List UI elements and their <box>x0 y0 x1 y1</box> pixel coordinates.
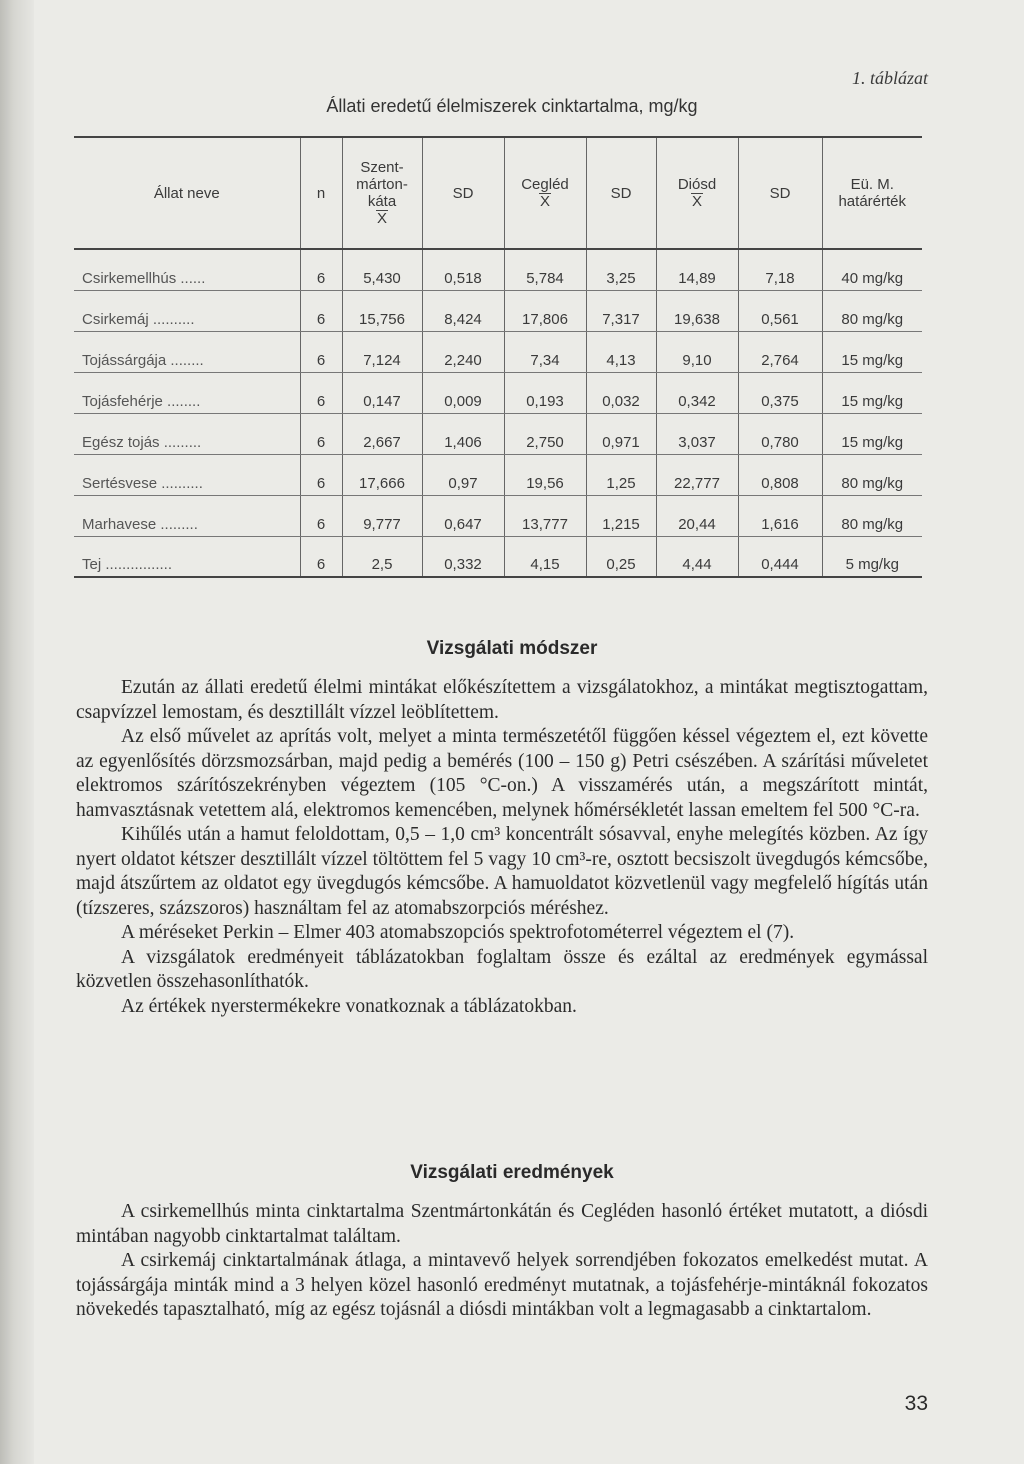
page-number: 33 <box>904 1392 928 1415</box>
cell-limit: 5 mg/kg <box>822 536 922 577</box>
table-row <box>74 290 922 331</box>
cell-limit: 15 mg/kg <box>822 372 922 413</box>
cell-diosd: 0,342 <box>656 372 738 413</box>
cell-sd2: 1,25 <box>586 454 656 495</box>
cell-sd3: 1,616 <box>738 495 822 536</box>
cell-cegled: 7,34 <box>504 331 586 372</box>
cell-cegled: 5,784 <box>504 249 586 290</box>
page-edge-shadow <box>0 0 34 1464</box>
paragraph: A csirkemellhús minta cinktartalma Szentmártonkátán és Cegléden hasonló értéket mutatott, a diósdi mintában nagyobb cinktartalmat találtam. <box>76 1201 928 1247</box>
header-cegled <box>504 137 586 249</box>
method-heading: Vizsgálati módszer <box>426 638 598 659</box>
table-title: Állati eredetű élelmiszerek cinktartalma, mg/kg <box>326 96 698 116</box>
method-body <box>76 676 928 1019</box>
cell-diosd: 14,89 <box>656 249 738 290</box>
header-limit <box>822 137 922 249</box>
paragraph: Az első művelet az aprítás volt, melyet a minta természetétől függően késsel végeztem el, ezt követte az egyenlősítés dörzsmozsárban, majd pedig a bemérés (100 – 150 g) Petri csészében. A szárítási műveletet elektromos szárítószekrényben végeztem (105 °C-on.) A visszamérés után, a megszárított mintát, hamvasztásnak vetettem alá, elektromos kemencében, melynek hőmérsékletét lassan emeltem fel 500 °C-ra. <box>76 726 928 821</box>
cell-sd3: 0,808 <box>738 454 822 495</box>
cell-cegled: 17,806 <box>504 290 586 331</box>
cell-diosd: 9,10 <box>656 331 738 372</box>
cell-name: Marhavese ......... <box>74 495 300 536</box>
cell-name: Sertésvese .......... <box>74 454 300 495</box>
header-sd-1: SD <box>422 137 504 249</box>
header-cegled-mean: X <box>539 193 550 210</box>
header-limit-line2: határérték <box>838 193 907 210</box>
cell-name: Tej ................ <box>74 536 300 577</box>
table-row <box>74 372 922 413</box>
cell-limit: 80 mg/kg <box>822 495 922 536</box>
results-heading: Vizsgálati eredmények <box>410 1162 614 1183</box>
cell-n: 6 <box>300 372 342 413</box>
table-header-row <box>74 137 922 249</box>
cell-sd3: 7,18 <box>738 249 822 290</box>
cell-sd3: 0,561 <box>738 290 822 331</box>
header-szent-line3: káta <box>367 193 397 210</box>
cell-name: Tojásfehérje ........ <box>74 372 300 413</box>
header-cegled-label: Cegléd <box>521 176 569 193</box>
cell-sd3: 0,444 <box>738 536 822 577</box>
cell-limit: 15 mg/kg <box>822 413 922 454</box>
header-sd-2: SD <box>586 137 656 249</box>
cell-sd1: 0,332 <box>422 536 504 577</box>
cell-sd1: 0,518 <box>422 249 504 290</box>
cell-sd3: 0,375 <box>738 372 822 413</box>
header-szent-line2: márton- <box>356 176 408 193</box>
cell-name: Tojássárgája ........ <box>74 331 300 372</box>
cell-n: 6 <box>300 495 342 536</box>
cell-diosd: 22,777 <box>656 454 738 495</box>
paragraph: Kihűlés után a hamut feloldottam, 0,5 – 1,0 cm³ koncentrált sósavval, enyhe melegítés közben. Az így nyert oldatot kétszer desztillált vízzel töltöttem fel 5 vagy 10 cm³-re, osztott becsiszolt üvegdugós kémcsőbe, majd átszűrtem az oldatot egy üvegdugós kémcsőbe. A hamuoldatot közvetlenül vagy megfelelő hígítás után (tízszeres, százszoros) használtam fel az atomabszorpciós méréshez. <box>76 824 928 919</box>
paragraph: Ezután az állati eredetű élelmi mintákat előkészítettem a vizsgálatokhoz, a mintákat megtisztogattam, csapvízzel lemostam, és desztillált vízzel leöblítettem. <box>76 677 928 723</box>
cell-sd1: 1,406 <box>422 413 504 454</box>
cell-cegled: 2,750 <box>504 413 586 454</box>
header-sd-3: SD <box>738 137 822 249</box>
header-szent-line1: Szent- <box>360 159 404 176</box>
cell-szent: 15,756 <box>342 290 422 331</box>
cell-sd2: 1,215 <box>586 495 656 536</box>
zinc-content-table <box>74 136 922 578</box>
cell-n: 6 <box>300 331 342 372</box>
cell-name: Csirkemáj .......... <box>74 290 300 331</box>
cell-sd2: 0,032 <box>586 372 656 413</box>
header-szent-mean: X <box>376 210 387 227</box>
cell-diosd: 19,638 <box>656 290 738 331</box>
table-row <box>74 249 922 290</box>
cell-szent: 2,667 <box>342 413 422 454</box>
cell-cegled: 0,193 <box>504 372 586 413</box>
cell-diosd: 3,037 <box>656 413 738 454</box>
table-label: 1. táblázat <box>851 68 928 88</box>
cell-sd1: 2,240 <box>422 331 504 372</box>
table-row <box>74 331 922 372</box>
cell-sd1: 0,009 <box>422 372 504 413</box>
cell-szent: 9,777 <box>342 495 422 536</box>
header-szentmartonkata <box>342 137 422 249</box>
cell-cegled: 4,15 <box>504 536 586 577</box>
cell-sd3: 0,780 <box>738 413 822 454</box>
cell-limit: 40 mg/kg <box>822 249 922 290</box>
table-row <box>74 495 922 536</box>
cell-cegled: 13,777 <box>504 495 586 536</box>
cell-limit: 80 mg/kg <box>822 454 922 495</box>
cell-szent: 2,5 <box>342 536 422 577</box>
cell-sd2: 0,971 <box>586 413 656 454</box>
cell-diosd: 20,44 <box>656 495 738 536</box>
header-limit-line1: Eü. M. <box>850 176 894 193</box>
cell-sd1: 0,97 <box>422 454 504 495</box>
paragraph: A vizsgálatok eredményeit táblázatokban foglaltam össze és ezáltal az eredmények egymással közvetlen összehasonlíthatók. <box>76 946 928 992</box>
cell-n: 6 <box>300 249 342 290</box>
cell-sd3: 2,764 <box>738 331 822 372</box>
cell-sd1: 8,424 <box>422 290 504 331</box>
paragraph: A méréseket Perkin – Elmer 403 atomabszopciós spektrofotométerrel végeztem el (7). <box>121 922 795 943</box>
cell-name: Csirkemellhús ...... <box>74 249 300 290</box>
header-diosd <box>656 137 738 249</box>
paragraph: A csirkemáj cinktartalmának átlaga, a mintavevő helyek sorrendjében fokozatos emelkedést mutat. A tojássárgája minták mind a 3 helyen közel hasonló eredményt mutatnak, a tojásfehérje-mintáknál fokozatos növekedés tapasztalható, míg az egész tojásnál a diósdi mintákban volt a legmagasabb a cinktartalom. <box>76 1250 928 1320</box>
cell-n: 6 <box>300 413 342 454</box>
table-row <box>74 454 922 495</box>
cell-n: 6 <box>300 454 342 495</box>
table-container <box>74 136 922 578</box>
cell-sd2: 3,25 <box>586 249 656 290</box>
cell-name: Egész tojás ......... <box>74 413 300 454</box>
cell-limit: 15 mg/kg <box>822 331 922 372</box>
cell-szent: 0,147 <box>342 372 422 413</box>
cell-sd2: 0,25 <box>586 536 656 577</box>
table-body <box>74 249 922 577</box>
header-diosd-mean: X <box>691 193 702 210</box>
cell-sd2: 4,13 <box>586 331 656 372</box>
header-n: n <box>300 137 342 249</box>
cell-sd1: 0,647 <box>422 495 504 536</box>
header-animal-name: Állat neve <box>74 137 300 249</box>
paragraph: Az értékek nyerstermékekre vonatkoznak a táblázatokban. <box>121 995 577 1017</box>
table-row <box>74 413 922 454</box>
cell-szent: 5,430 <box>342 249 422 290</box>
table-row <box>74 536 922 577</box>
results-body <box>76 1200 928 1323</box>
cell-n: 6 <box>300 290 342 331</box>
cell-sd2: 7,317 <box>586 290 656 331</box>
cell-diosd: 4,44 <box>656 536 738 577</box>
cell-szent: 17,666 <box>342 454 422 495</box>
cell-limit: 80 mg/kg <box>822 290 922 331</box>
cell-cegled: 19,56 <box>504 454 586 495</box>
header-diosd-label: Diósd <box>677 176 717 193</box>
cell-szent: 7,124 <box>342 331 422 372</box>
cell-n: 6 <box>300 536 342 577</box>
